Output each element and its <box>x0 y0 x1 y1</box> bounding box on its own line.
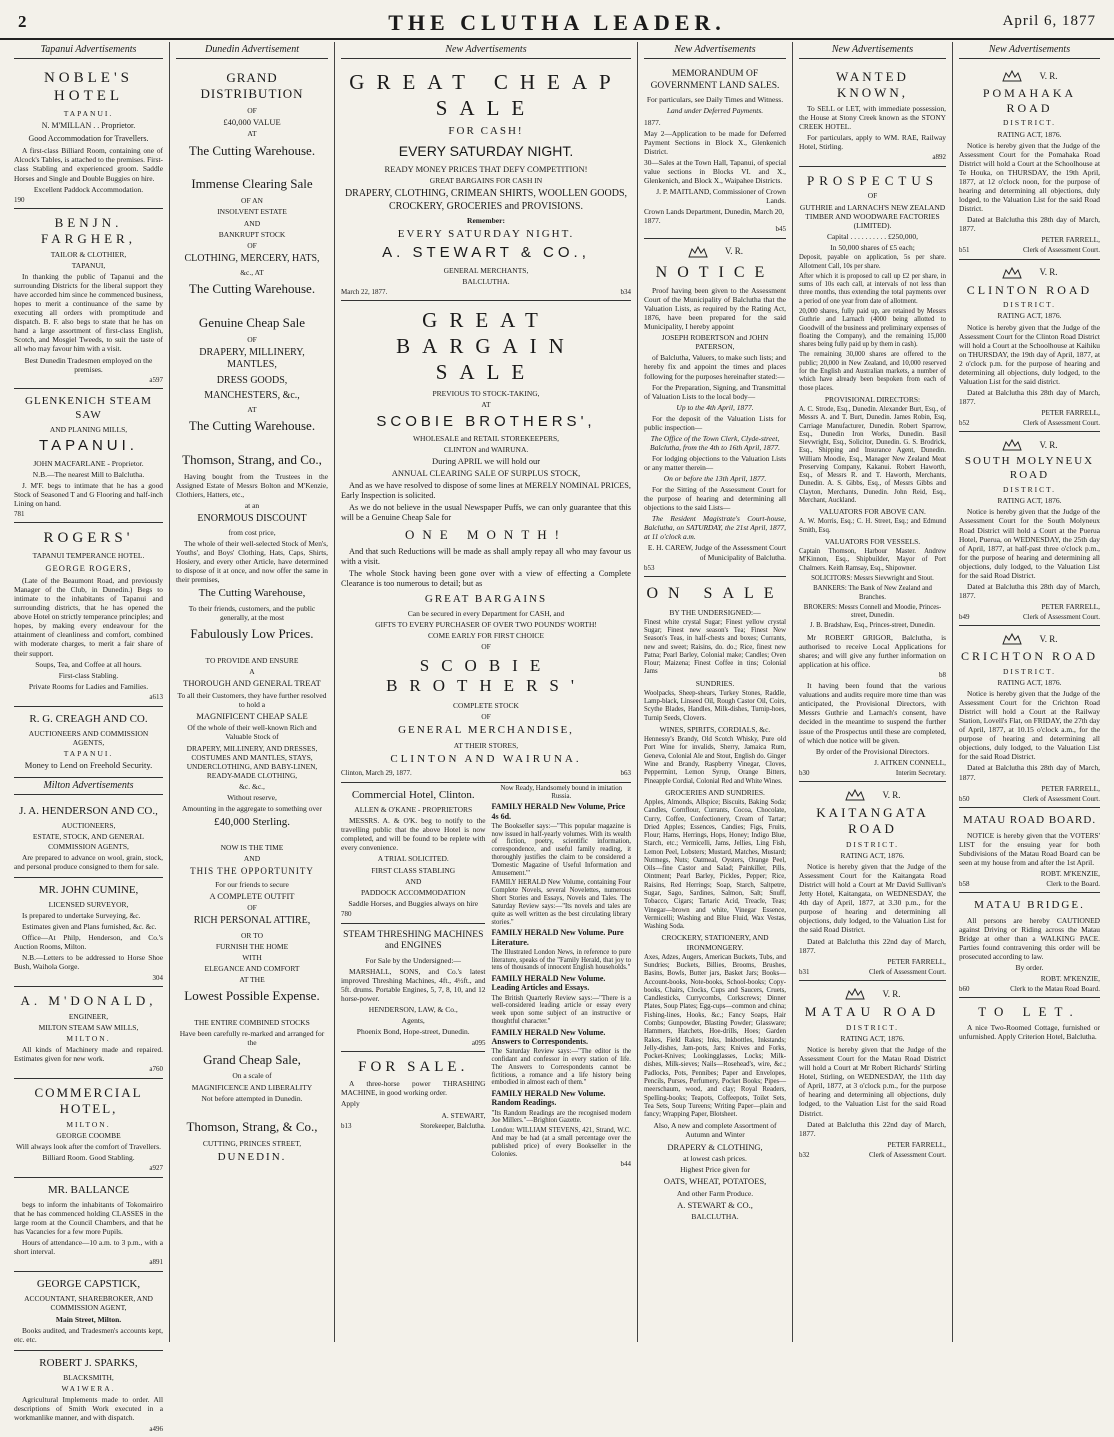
balclutha-notice-ad: V. R. NOTICE Proof having been given to the Assessment Court of the Municipality of Balclutha that the Valuation Lists, as required by the Rating Act, 1876, have been prepared for the said Municipality, I hereby appoint JOSEPH ROBERTSON and JOHN PATERSON, of Balclutha, Valuers, to make such lists; and hereby fix and appoint the times and places following for the purposes hereinafter stated:— For the Preparation, Signing, and Transmittal of Valuation Lists to the local body— Up to the 4th April, 1877. For the deposit of the Valuation Lists for public inspection— The Office of the Town Clerk, Clyde-street, Balclutha, from the 4th to 16th April, 1877. For lodging objections to the Valuation Lists or any matter therein— On or before the 13th April, 1877. For the Sitting of the Assessment Court for the purpose of hearing and determining all objections to the said Lists— The Resident Magistrate's Court-house, Balclutha, on SATURDAY, the 21st April, 1877, at 11 o'clock a.m. E. H. CAREW, Judge of the Assessment Court of Municipality of Balclutha. b53 <box>644 239 786 578</box>
column-new-advertisements-4 <box>953 42 1106 1342</box>
crichton-road-district-ad: V. R. CRICHTON ROAD DISTRICT. RATING ACT, 1876. Notice is hereby given that the Judge of the Assessment Court for the Crichton Road District will hold a Court at the Railway Station, Lovell's Flat, on FRIDAY, the 27th day of April, 1877, at 10.15 o'clock a.m., for the purpose of hearing and determining all objections, duly lodged, to the Valuation List for the said Road District. Dated at Balclutha this 28th day of March, 1877. PETER FARRELL, b50 Clerk of Assessment Court. <box>959 626 1100 808</box>
column-new-advertisements-main <box>335 42 638 1342</box>
royal-crest-icon <box>844 788 866 802</box>
fargher-tailor-ad: BENJN. FARGHER, TAILOR & CLOTHIER, TAPANUI, In thanking the public of Tapanui and the surrounding Districts for the liberal support they have accorded him since he commenced business, hopes to merit a continuance of the same by executing all orders with promptitude and dispatch. B. F. also begs to state that he has on hand a large assortment of first-class English, Scotch, and Mosgiel Tweeds, to suit the taste of all who may favour him with a visit. Best Dunedin Tradesmen employed on the premises. a597 <box>14 209 163 389</box>
newspaper-title: THE CLUTHA LEADER. <box>388 10 726 35</box>
columns <box>8 42 1106 1433</box>
commercial-hotel-milton-ad: COMMERCIAL HOTEL, MILTON. GEORGE COOMBE Will always look after the comfort of Travellers. Billiard Room. Good Stabling. a927 <box>14 1079 163 1178</box>
ballance-ad: MR. BALLANCE begs to inform the inhabitants of Tokomairiro that he has commenced holding CLASSES in the large room at the Council Chambers, and that he has Vacancies for a few more Pupils. Hours of attendance—10 a.m. to 3 p.m., with a short interval. a891 <box>14 1178 163 1272</box>
wanted-known-ad: WANTED KNOWN, To SELL or LET, with immediate possession, the House at Stony Creek known as the STONY CREEK HOTEL. For particulars, apply to WM. RAE, Railway Hotel, Stirling. a892 <box>799 63 946 166</box>
column-header: New Advertisements <box>959 42 1100 59</box>
sparks-ad: ROBERT J. SPARKS, BLACKSMITH, WAIWERA. Agricultural Implements made to order. All descriptions of Smith Work executed in a workmanlike manner, and with dispatch. a496 <box>14 1356 163 1433</box>
matau-bridge-ad: MATAU BRIDGE. All persons are hereby CAUTIONED against Driving or Riding across the Matau Bridge at other than a WALKING PACE. Parties found contravening this order will be prosecuted according to law. By order. ROBT. M'KENZIE, b60 Clerk to the Matau Road Board. <box>959 893 1100 998</box>
to-let-ad: TO LET. A nice Two-Roomed Cottage, furnished or unfurnished. Apply Criterion Hotel, Balclutha. <box>959 1004 1100 1042</box>
column-new-advertisements-2 <box>638 42 793 1342</box>
royal-crest-icon <box>1001 632 1023 646</box>
column-header: New Advertisements <box>799 42 946 59</box>
macdonald-ad: A. M'DONALD, ENGINEER, MILTON STEAM SAW MILLS, MILTON. All kinds of Machinery made and repaired. Estimates given for new work. a760 <box>14 987 163 1079</box>
column-header: New Advertisements <box>644 42 786 59</box>
column-header: Dunedin Advertisement <box>176 42 328 59</box>
royal-crest-icon <box>1001 266 1023 280</box>
pomahaka-road-district-ad: V. R. POMAHAKA ROAD DISTRICT. RATING ACT, 1876. Notice is hereby given that the Judge of the Assessment Court for the Pomahaka Road District will hold a Court at the Schoolhouse at Te Houka, on THURSDAY, the 19th April, 1877, at 12 o'clock noon, for the purpose of hearing and determining all objections, duly lodged, to the Valuation List for the said Road District. Dated at Balclutha this 28th day of March, 1877. PETER FARRELL, b51 Clerk of Assessment Court. <box>959 63 1100 259</box>
great-cheap-sale-ad: GREAT CHEAP SALE FOR CASH! EVERY SATURDAY NIGHT. READY MONEY PRICES THAT DEFY COMPETITION! GREAT BARGAINS FOR CASH IN DRAPERY, CLOTHING, CRIMEAN SHIRTS, WOOLLEN GOODS, CROCKERY, GROCERIES and PROVISIONS. Remember: EVERY SATURDAY NIGHT. A. STEWART & CO., GENERAL MERCHANTS, BALCLUTHA. March 22, 1877. b34 <box>341 63 631 301</box>
rogers-hotel-ad: ROGERS' TAPANUI TEMPERANCE HOTEL. GEORGE ROGERS, (Late of the Beaumont Road, and previously Manager of the Club, in Dunedin.) Begs to intimate to the inhabitants of Tapanui and surrounding districts, that he has opened the above Hotel on strictly temperance principles; and hopes, by making every endeavour for the attainment of cleanliness and comfort, combined with moderate charges, to merit a fair share of their support. Soups, Tea, and Coffee at all hours. First-class Stabling. Private Rooms for Ladies and Families. a613 <box>14 523 163 706</box>
masthead <box>0 0 1114 40</box>
royal-crest-icon <box>687 245 709 259</box>
capstick-ad: GEORGE CAPSTICK, ACCOUNTANT, SHAREBROKER, AND COMMISSION AGENT, Main Street, Milton. Books audited, and Tradesmen's accounts kept, etc. etc. <box>14 1272 163 1351</box>
column-subheader: Milton Advertisements <box>14 778 163 795</box>
nobles-hotel-ad: NOBLE'S HOTEL TAPANUI. N. M'MILLAN . . Proprietor. Good Accommodation for Travellers. A first-class Billiard Room, containing one of Alcock's Tables, is attached to the premises. First-class Stabling and experienced groom. Saddle Horses and Single and Double Buggies on hire. Excellent Paddock Accommodation. 190 <box>14 63 163 209</box>
commercial-hotel-clinton-ad: Commercial Hotel, Clinton. ALLEN & O'KANE - PROPRIETORS MESSRS. A. & O'K. beg to notify to the travelling public that the above Hotel is now completed, and will be found to be replete with every convenience. A TRIAL SOLICITED. FIRST CLASS STABLING AND PADDOCK ACCOMMODATION Saddle Horses, and Buggies always on hire 780 <box>341 783 485 924</box>
south-molyneux-road-district-ad: V. R. SOUTH MOLYNEUX ROAD DISTRICT. RATING ACT, 1876. Notice is hereby given that the Judge of the Assessment Court for the South Molyneux Road District will hold a Court at the Puerua Hotel, Puerua, on WEDNESDAY, the 25th day of April, 1877, at half-past three o'clock p.m., for the purpose of hearing and determining all objections, duly lodged, to the Valuation List for the said Road District. Dated at Balclutha this 28th day of March, 1877. PETER FARRELL, b49 Clerk of Assessment Court. <box>959 432 1100 626</box>
royal-crest-icon <box>844 987 866 1001</box>
royal-crest-icon <box>1001 438 1023 452</box>
henderson-ad: J. A. HENDERSON AND CO., AUCTIONEERS, ESTATE, STOCK, AND GENERAL COMMISSION AGENTS, Are prepared to advance on wool, grain, stock, and personal produce consigned to them for sale. <box>14 799 163 878</box>
prospectus-guthrie-larnach-ad: PROSPECTUS OF GUTHRIE and LARNACH'S NEW ZEALAND TIMBER AND WOODWARE FACTORIES (LIMITED). Capital . . . . . . . . . . £250,000, In 50,000 shares of £5 each; Deposit, payable on application, 5s per share. Allotment Call, 10s per share. After which it is proposed to call up £2 per share, in sums of 10s each call, at intervals of not less than three months, thus extending the total payments over a period of one year from date of allotment. 20,000 shares, fully paid up, are retained by Messrs Guthrie and Larnach (4000 being allotted to Goodwill of the business and preliminary expenses of floating the Company), and the remaining 15,000 shares being fully paid up by them in cash). The remaining 30,000 shares are offered to the public; 20,000 in New Zealand, and 10,000 reserved for the English and Australian markets, a number of which have already been bespoken from each of those places. PROVISIONAL DIRECTORS: A. C. Strode, Esq., Dunedin. Alexander Burt, Esq., of Messrs A. and T. Burt, Dunedin. James Robin, Esq, Carriage Manufacturer, Dunedin. Robert Sparrow, Esq., Dunedin Iron Works, Dunedin. Basil Sievwright, Esq., Solicitor, Dunedin. G. S. Brodrick, Esq., Shipping and Insurance Agent, Dunedin. William Moodie, Esq., Manager New Zealand Meat Preserving Company, Kakanui. Robert Haworth, Esq., of Messrs R. and T. Haworth, Merchants, Dunedin. A. S. Gibbs, Esq., of Messrs Gibbs and Clayton, Merchants, Dunedin. John Reid, Esq., Merchant, Auckland. VALUATORS FOR ABOVE CAN. A. W. Morris, Esq.; C. H. Street, Esq.; and Edmund Smith, Esq. VALUATORS FOR VESSELS. Captain Thomson, Harbour Master. Andrew M'Kinnon, Esq., Shipbuilder, Mayor of Port Chalmers. Keith Ramsay, Esq., Shipowner. SOLICITORS: Messrs Sievwright and Stout. BANKERS: The Bank of New Zealand and Branches. BROKERS: Messrs Connell and Moodie, Princes-street, Dunedin. J. B. Bradshaw, Esq., Princes-street, Dunedin. Mr ROBERT GRIGOR, Balclutha, is authorised to receive Local Applications for shares; and will give any further information on application at his office. b8 It having been found that the various valuations and audits require more time than was anticipated, the Provisional Directors, with Messrs Guthrie and Larnach's consent, have decided in the meantime to suspend the further issue of the Prospectus until these are completed, of which due notice will be given. By order of the Provisional Directors. J. AITKEN CONNELL, b30 Interim Secretary. <box>799 167 946 783</box>
creagh-ad: R. G. CREAGH AND CO. AUCTIONEERS AND COMMISSION AGENTS, TAPANUI. Money to Lend on Freehold Security. <box>14 707 163 778</box>
threshing-machines-ad: STEAM THRESHING MACHINES and ENGINES For Sale by the Undersigned:— MARSHALL, SONS, and Co.'s latest improved Threshing Machines, 4ft., 4½ft., and 5ft. drums. Portable Engines, 5, 7, 8, 10, and 12 horse-power. HENDERSON, LAW, & Co., Agents, Phoenix Bond, Hope-street, Dunedin. a095 <box>341 924 485 1052</box>
cutting-warehouse-ad: GRAND DISTRIBUTION OF £40,000 VALUE AT The Cutting Warehouse. Immense Clearing Sale OF AN INSOLVENT ESTATE AND BANKRUPT STOCK OF CLOTHING, MERCERY, HATS, &c., AT The Cutting Warehouse. Genuine Cheap Sale OF DRAPERY, MILLINERY, MANTLES, DRESS GOODS, MANCHESTERS, &c., AT The Cutting Warehouse. Thomson, Strang, and Co., Having bought from the Trustees in the Assigned Estate of Messrs Bolton and M'Kenzie, Clothiers, Hatters, etc., at an ENORMOUS DISCOUNT from cost price, The whole of their well-selected Stock of Men's, Youths', and Boys' Clothing, Hats, Caps, Shirts, Hosiery, and every other Article, have determined to dispose of it at once, and now offer the same in their premises, The Cutting Warehouse, To their friends, customers, and the public generally, at the most Fabulously Low Prices. TO PROVIDE AND ENSURE A THOROUGH AND GENERAL TREAT To all their Customers, they have further resolved to hold a MAGNIFICENT CHEAP SALE Of the whole of their well-known Rich and Valuable Stock of DRAPERY, MILLINERY, AND DRESSES, COSTUMES AND MANTLES, STAYS, UNDERCLOTHING, AND BABY-LINEN, READY-MADE CLOTHING, &c. &c., Without reserve, Amounting in the aggregate to something over £40,000 Sterling. NOW IS THE TIME AND THIS THE OPPORTUNITY For our friends to secure A COMPLETE OUTFIT OF RICH PERSONAL ATTIRE, OR TO FURNISH THE HOME WITH ELEGANCE AND COMFORT AT THE Lowest Possible Expense. THE ENTIRE COMBINED STOCKS Have been carefully re-marked and arranged for the Grand Cheap Sale, On a scale of MAGNIFICENCE AND LIBERALITY Not before attempted in Dunedin. Thomson, Strang, & Co., CUTTING, PRINCES STREET, DUNEDIN. <box>176 70 328 1163</box>
column-header: New Advertisements <box>341 42 631 59</box>
clinton-road-district-ad: V. R. CLINTON ROAD DISTRICT. RATING ACT, 1876. Notice is hereby given that the Judge of the Assessment Court for the Clinton Road District will hold a Court at the Schoolhouse at Kaihiku on THURSDAY, the 19th day of April, 1877, at 2 o'clock p.m. for the purpose of hearing and determining all objections, duly lodged, to the Valuation List for the said district. Dated at Balclutha this 28th day of March, 1877. PETER FARRELL, b52 Clerk of Assessment Court. <box>959 260 1100 433</box>
column-dunedin <box>170 42 335 1342</box>
page-number: 2 <box>18 12 27 31</box>
matau-road-district-ad: V. R. MATAU ROAD DISTRICT. RATING ACT, 1876. Notice is hereby given that the Judge of the Assessment Court for the Matau Road District will hold a Court at Mr Robert Richards' Stirling Hotel, Stirling, on WEDNESDAY, the 11th day of April, 1877, at 3 o'clock p.m., for the purpose of hearing and determining all objections, duly lodged, to the Valuation List for the said Road District. Dated at Balclutha this 22nd day of March, 1877. PETER FARRELL, b32 Clerk of Assessment Court. <box>799 988 946 1159</box>
matau-road-board-ad: MATAU ROAD BOARD. NOTICE is hereby given that the VOTERS' LIST for the ensuing year for both Subdivisions of the Matau Road Board can be seen at my house from and after the 1st April. ROBT. M'KENZIE, b58 Clerk to the Board. <box>959 808 1100 893</box>
for-sale-threshing-ad: FOR SALE. A three-horse power THRASHING MACHINE, in good working order. Apply A. STEWART, b13 Storekeeper, Balclutha. <box>341 1059 486 1130</box>
royal-crest-icon <box>1001 69 1023 83</box>
kaitangata-road-district-ad: V. R. KAITANGATA ROAD DISTRICT. RATING ACT, 1876. Notice is hereby given that the Judge of the Assessment Court for the Kaitangata Road District will hold a Court at Mr David Sullivan's Jetty Hotel, Kaitangata, on WEDNESDAY, the 4th day of April, 1877, at 3.30 p.m., for the purpose of hearing and determining all objections, duly lodged, to the Valuation List for the said Road District. Dated at Balclutha this 22nd day of March, 1877. PETER FARRELL, b31 Clerk of Assessment Court. <box>799 782 946 981</box>
scobie-bargain-sale-ad: GREAT BARGAIN SALE PREVIOUS TO STOCK-TAKING, AT SCOBIE BROTHERS', WHOLESALE and RETAIL STOREKEEPERS, CLINTON and WAIRUNA. During APRIL we will hold our ANNUAL CLEARING SALE OF SURPLUS STOCK, And as we have resolved to dispose of some lines at MERELY NOMINAL PRICES, Early Inspection is solicited. As we do not believe in the usual Newspaper Puffs, we can only guarantee that this will be a Genuine Cheap Sale for ONE MONTH! And that such Reductions will be made as shall amply repay all who may favour us with a visit. The whole Stock having been gone over with a view of effecting a Complete Clearance is too numerous to detail; but as GREAT BARGAINS Can be secured in every Department for CASH, and GIFTS TO EVERY PURCHASER OF OVER TWO POUNDS' WORTH! COME EARLY FOR FIRST CHOICE OF SCOBIE BROTHERS' COMPLETE STOCK OF GENERAL MERCHANDISE, AT THEIR STORES, CLINTON AND WAIRUNA. Clinton, March 29, 1877. b63 <box>341 301 631 782</box>
cumine-ad: MR. JOHN CUMINE, LICENSED SURVEYOR, Is prepared to undertake Surveying, &c. Estimates given and Plans furnished, &c. &c. Office—At Philp, Henderson, and Co.'s Auction Rooms, Milton. N.B.—Letters to be addressed to Horse Shoe Bush, Waihola Gorge. 304 <box>14 878 163 987</box>
column-header: Tapanui Advertisements <box>14 42 163 59</box>
family-herald-ad: Now Ready, Handsomely bound in imitation Russia. FAMILY HERALD New Volume, Price 4s 6d. The Bookseller says:—"This popular magazine is now issued in half-yearly volumes. With its wealth of fiction, poetry, scientific information, correspondence, and useful family reading, it thoroughly justifies the claim to be considered a 'Domestic Magazine of Useful Information and Amusement.'" FAMILY HERALD New Volume, containing Four Complete Novels, several Novelettes, numerous Short Stories and Essays, Novels and Tales. The Saturday Review says:—"Its novels and tales are quite as well written as the best circulating library stories." FAMILY HERALD New Volume. Pure Literature. The Illustrated London News, in reference to pure literature, speaks of the "Family Herald, that joy to tens of thousands of innocent English households." FAMILY HERALD New Volume. Leading Articles and Essays. The British Quarterly Review says:—"There is a well-considered leading article or essay every week upon some subject of an instructive or thoughtful character." FAMILY HERALD New Volume. Answers to Correspondents. The Saturday Review says:—"The editor is the confidant and confessor in every station of life. The Answers to Correspondents cannot be fictitious, a romance and a life history being embodied in almost each of them." FAMILY HERALD New Volume. Random Readings. "Its Random Readings are the recognised modern Joe Millers."—Brighton Gazette. London: WILLIAM STEVENS, 421, Strand, W.C. And may be had (at a small percentage over the published price) of every Bookseller in the Colonies. b44 <box>491 784 631 1169</box>
on-sale-stewart-ad: ON SALE BY THE UNDERSIGNED:— Finest white crystal Sugar; Finest yellow crystal Sugar; Finest new season's Tea; Finest New Season's Teas, in half-chests and boxes; Currants, new and sweet; Raisins, do. do.; Rice, finest new Patna; Pearl Barley, Colonial make; Candles; Oven Flour; Maizena; Finest Coffee in tins; Colonial Jams SUNDRIES. Woolpacks, Sheep-shears, Turkey Stones, Raddle, Lamp-black, Linseed Oil, Rough Castor Oil, Coirs, Scythe Blades, Handles, Milk-dishes, Turnip-hoes, Turnip Seeds, Clovers. WINES, SPIRITS, CORDIALS, &c. Hennessy's Brandy, Old Scotch Whisky, Pure old Port Wine for invalids, Sherry, Jamaica Rum, Geneva, Colonial Ale and Stout, English do. Ginger Wine and Brandy, Raspberry Vinegar, Cloves, Peppermint, Lemon Syrup, Orange Bitters, Pineapple Cordial, Colonial Red and White Wines. GROCERIES AND SUNDRIES. Apples, Almonds, Allspice; Biscuits, Baking Soda; Candles, Cornflour, Currants, Cocoa, Chocolate, Curry, Coffee, Confectionery, Cream of Tartar; Dried Apples; Essences, Candies; Figs, Fruits, Flour; Hams, Herrings, Hops, Honey; Indigo Blue, Starch, etc.; Vermicelli, Jams, Jellies, Ling Fish, Lemon Peel, Lobsters; Mustard, Matches, Mustard; Nutmegs, Nuts; Oatmeal, Oysters, Orange Peel, Oils—fine Castor and Salad; Painkiller, Pills, Ointment; Pearl Barley, Pickles, Pepper; Rice, Raisins, Red Herrings; Soap, Starch, Saltpetre, Sugar, Sago, Sardines, Salmon, Salt; Snuff, Tobacco, Cigars; Tartaric Acid, Treacle, Teas; Vinegar—brown and white, Vinegar Essence, Vermicelli; Washing and Blue Fluid, Wax Vestas, Washing Soda. CROCKERY, STATIONERY, AND IRONMONGERY. Axes, Adzes, Augers, American Buckets, Tubs, and Sundries; Buckets, Billies, Brooms, Brushes, Basins, Bowls, Butter jars, Basket Jars; Books—Account-books, Note-books, School-books; Copy-books, Chairs, Clocks, Cups and Saucers, Cruets, Candlesticks, Currycombs, Corkscrews; Dinner Plates, Soup Plates; Egg-cups—common and china; Fishing-lines, Hooks, &c.; Fancy Soaps, Hair Combs; Gunpowder, Blasting Powder; Glassware; Hammers, Hatchets, Hoe-drills, Hoes; Garden Rakes, Field Rakes; Inks, Inkbottles, Inkstands; Jelly-dishes, Jam-pots, Jars; Knives and Forks, Pocket-Knives; Lookingglasses, Locks; Milk-dishes, Milk-sieves; Nails—Rosehead's, wire, &c.; Padlocks, Pots, Pennibes; Paper and Envelopes, Pencils, Purses, Perfumery, Pocket Books; Pipes—meerschaum, wood, and clay; Royal Readers, Spelling-books; Teapots, Coffeepots, Toilet Sets, Tea Sets, Soup Tureens; Writing Paper—plain and fancy; Wrapping Paper, Blotsheet. Also, A new and complete Assortment of Autumn and Winter DRAPERY & CLOTHING, at lowest cash prices. Highest Price given for OATS, WHEAT, POTATOES, And other Farm Produce. A. STEWART & CO., BALCLUTHA. <box>644 585 786 1222</box>
column-tapanui-milton <box>8 42 170 1433</box>
issue-date: April 6, 1877 <box>1002 13 1096 29</box>
column-new-advertisements-3 <box>793 42 953 1342</box>
government-land-sales-ad: MEMORANDUM OF GOVERNMENT LAND SALES. For particulars, see Daily Times and Witness. Land under Deferred Payments. 1877. May 2—Application to be made for Deferred Payment Sections in Block X., Glenkenich District. 30—Sales at the Town Hall, Tapanui, of special value sections in Blocks VI. and X., Glenkenich, and Block X., Waipahee Districts. J. P. MAITLAND, Commissioner of Crown Lands. Crown Lands Department, Dunedin, March 20, 1877. b45 <box>644 63 786 238</box>
glenkenich-mills-ad: GLENKENICH STEAM SAW AND PLANING MILLS, TAPANUI. JOHN MACFARLANE - Proprietor. N.B.—The nearest Mill to Balclutha. J. M'F. begs to intimate that he has a good Stock of Seasoned T and G Flooring and half-inch Lining on hand. 781 <box>14 389 163 523</box>
